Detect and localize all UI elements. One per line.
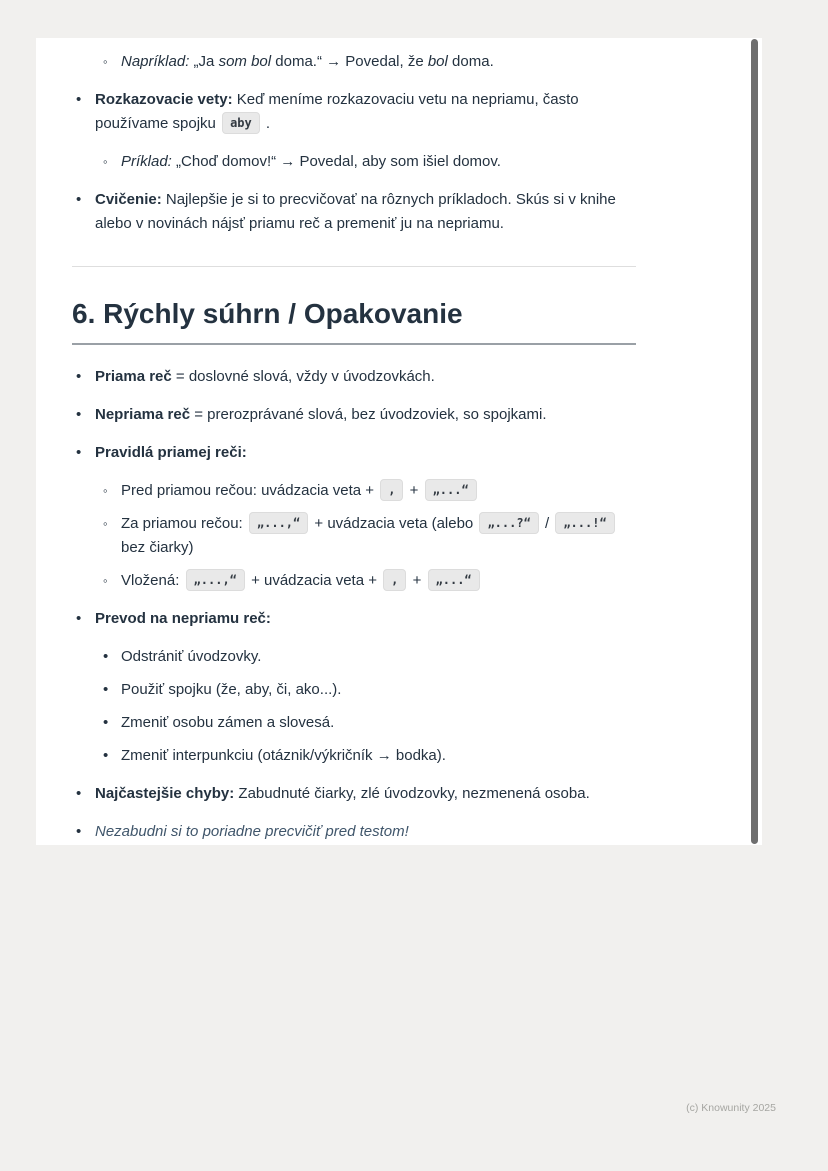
list-item [72,607,636,631]
summary-list [72,365,636,844]
text-segment: doma.“ → Povedal, že [271,53,428,70]
section-heading: 6. Rýchly súhrn / Opakovanie [72,297,636,345]
text-segment: Najčastejšie chyby: [95,785,235,802]
list-item-text [95,444,247,461]
text-segment: Pravidlá priamej reči: [95,444,247,461]
text-segment: + uvádzacia veta (alebo [310,515,478,532]
list-item-text [95,368,435,385]
text-segment: . [261,115,271,132]
footer-copyright: (c) Knowunity 2025 [686,1102,776,1114]
list-item-text [121,714,334,731]
disc-bullet-icon: • [76,368,82,385]
list-item-text [95,406,547,423]
text-segment: Rozkazovacie vety: [95,91,233,108]
list-item [72,820,636,844]
disc-bullet-icon: • [76,823,82,840]
text-segment: doma. [447,53,494,70]
document-content [36,38,762,844]
disc-bullet-icon: • [76,610,82,627]
code-badge: „...“ [428,569,480,591]
list-item-text [121,572,482,589]
disc-bullet-icon: • [76,191,82,208]
code-badge: „...,“ [186,569,245,591]
text-segment: + [405,482,423,499]
text-segment: Najlepšie je si to precvičovať na rôznych príkladoch. Skús si v knihe alebo v novinách nájsť priamu reč a premeniť ju na nepriamu. [95,191,616,232]
text-segment: Priama reč [95,368,172,385]
disc-bullet-icon: • [103,681,109,698]
list-item [72,441,636,465]
disc-bullet-icon: • [103,648,109,665]
code-badge: „...,“ [249,512,308,534]
text-segment: „Ja [193,53,219,70]
text-segment: Nepriama reč [95,406,191,423]
disc-bullet-icon: • [76,406,82,423]
text-segment: Prevod na nepriamu reč: [95,610,271,627]
text-segment: Pred priamou rečou: uvádzacia veta + [121,482,379,499]
code-badge: „...“ [425,479,477,501]
list-item [72,150,636,174]
list-item [72,403,636,427]
text-segment: Cvičenie: [95,191,162,208]
text-segment: + [408,572,426,589]
text-segment: Keď meníme rozkazovaciu vetu na nepriamu, často používame spojku [95,91,579,132]
text-segment: Zmeniť interpunkciu (otáznik/výkričník → bodka). [121,747,446,764]
disc-bullet-icon: • [76,444,82,461]
text-segment: Príklad: [121,153,177,170]
list-item [72,188,636,236]
code-badge: „...?“ [479,512,538,534]
disc-bullet-icon: • [103,714,109,731]
list-item-text [121,482,479,499]
text-segment: Za priamou rečou: [121,515,247,532]
section-divider [72,266,636,267]
list-item [72,744,636,768]
text-segment: + uvádzacia veta + [246,572,382,589]
disc-bullet-icon: • [103,747,109,764]
list-item-text [121,648,261,665]
list-item [72,512,636,560]
list-item-text [121,53,494,70]
list-item-text [121,681,341,698]
text-segment: Použiť spojku (že, aby, či, ako...). [121,681,342,698]
disc-bullet-icon: • [76,785,82,802]
text-segment: Nezabudni si to poriadne precvičiť pred testom! [95,823,409,840]
text-segment: = prerozprávané slová, bez úvodzoviek, so spojkami. [190,406,547,423]
list-item-text [121,515,617,556]
list-item-text [95,785,590,802]
list-item [72,479,636,503]
circle-bullet-icon: ◦ [103,516,108,531]
list-item-text [95,91,579,132]
scrollbar-thumb[interactable] [751,39,758,844]
list-item [72,365,636,389]
list-item [72,711,636,735]
circle-bullet-icon: ◦ [103,573,108,588]
list-item-text [121,153,501,170]
circle-bullet-icon: ◦ [103,54,108,69]
list-item [72,88,636,136]
list-item [72,645,636,669]
document-page [36,38,762,845]
list-item [72,569,636,593]
text-segment: bez čiarky) [121,539,194,556]
text-segment: Zmeniť osobu zámen a slovesá. [121,714,335,731]
list-item [72,782,636,806]
text-segment: Vložená: [121,572,184,589]
code-badge: , [383,569,406,591]
code-badge: „...!“ [555,512,614,534]
list-item [72,678,636,702]
text-segment: Napríklad: [121,53,194,70]
list-item-text [95,191,616,232]
text-segment: Zabudnuté čiarky, zlé úvodzovky, nezmenená osoba. [234,785,590,802]
text-segment: / [540,515,554,532]
disc-bullet-icon: • [76,91,82,108]
intro-list [72,50,636,236]
circle-bullet-icon: ◦ [103,483,108,498]
text-segment: bol [427,53,448,70]
list-item-text [95,610,271,627]
list-item-text [95,823,409,840]
text-segment: = doslovné slová, vždy v úvodzovkách. [171,368,435,385]
list-item [72,50,636,74]
text-segment: „Choď domov!“ → Povedal, aby som išiel domov. [176,153,501,170]
code-badge: aby [222,112,260,134]
list-item-text [121,747,446,764]
text-segment: som bol [218,53,272,70]
circle-bullet-icon: ◦ [103,154,108,169]
text-segment: Odstrániť úvodzovky. [121,648,262,665]
code-badge: , [380,479,403,501]
